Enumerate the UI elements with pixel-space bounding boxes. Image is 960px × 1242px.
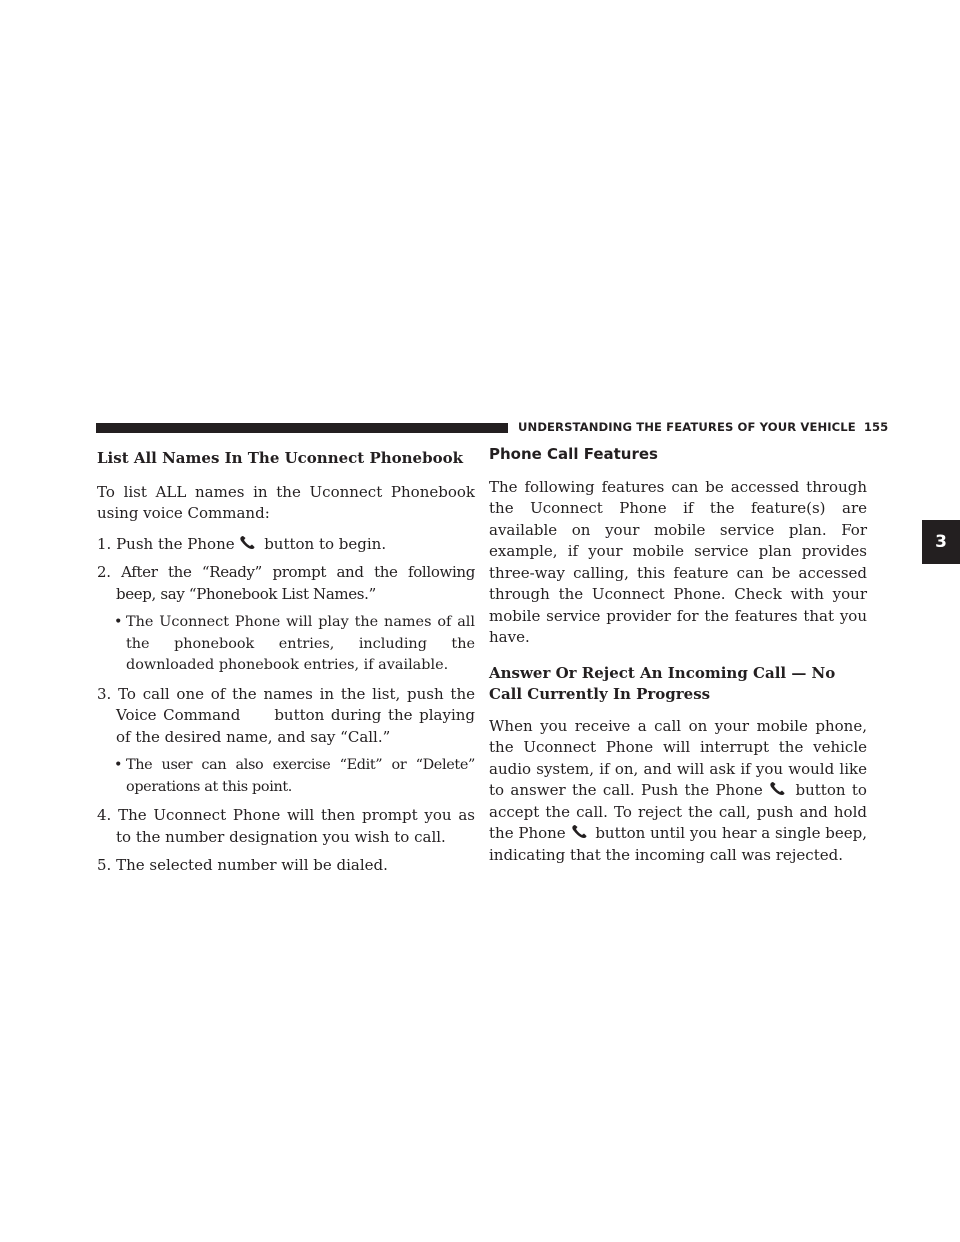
running-header: [508, 417, 894, 437]
step-3: 3. To call one of the names in the list, push the Voice Command button during the playing of the desired name, and say “Call.”: [97, 684, 475, 746]
intro-paragraph: To list ALL names in the Uconnect Phonebook using voice Command:: [97, 482, 475, 522]
answer-reject-paragraph: When you receive a call on your mobile phone, the Uconnect Phone will interrupt the vehicle audio system, if on, and will ask if you would like to answer the call. Push the Phone button to accept the call. To reject the call, push and hold the Phone button until you hear a single beep, indicating that the incoming call was rejected.: [489, 716, 868, 864]
chapter-tab: 3: [922, 520, 960, 564]
phone-icon: [571, 825, 591, 839]
page-number: 155: [863, 420, 889, 434]
section-heading: List All Names In The Uconnect Phonebook: [97, 449, 463, 467]
subsection-heading: Answer Or Reject An Incoming Call — No Call Currently In Progress: [489, 663, 836, 703]
features-paragraph: The following features can be accessed through the Uconnect Phone if the feature(s) are available on your mobile service plan. For example, if your mobile service plan provides three-way calling, this feature can be accessed through the Uconnect Phone. Check with your mobile service provider for the features that you have.: [489, 477, 867, 646]
section-heading: Phone Call Features: [489, 445, 658, 463]
left-column: [97, 448, 475, 884]
header-rule-left: [96, 423, 508, 433]
phone-icon: [239, 536, 259, 550]
step-4: 4. The Uconnect Phone will then prompt you as to the number designation you wish to call.: [97, 806, 475, 846]
phone-icon: [769, 782, 789, 796]
bullet-item: • The Uconnect Phone will play the names of all the phonebook entries, including the downloaded phonebook entries, if available.: [114, 614, 475, 673]
bullet-item: • The user can also exercise “Edit” or “Delete” operations at this point.: [114, 757, 475, 795]
step-1: 1. Push the Phone button to begin.: [97, 534, 387, 553]
step-5: 5. The selected number will be dialed.: [97, 856, 388, 874]
step-2: 2. After the “Ready” prompt and the following beep, say “Phonebook List Names.”: [97, 563, 475, 603]
section-title: UNDERSTANDING THE FEATURES OF YOUR VEHICLE: [518, 420, 856, 434]
right-column: [489, 445, 868, 875]
